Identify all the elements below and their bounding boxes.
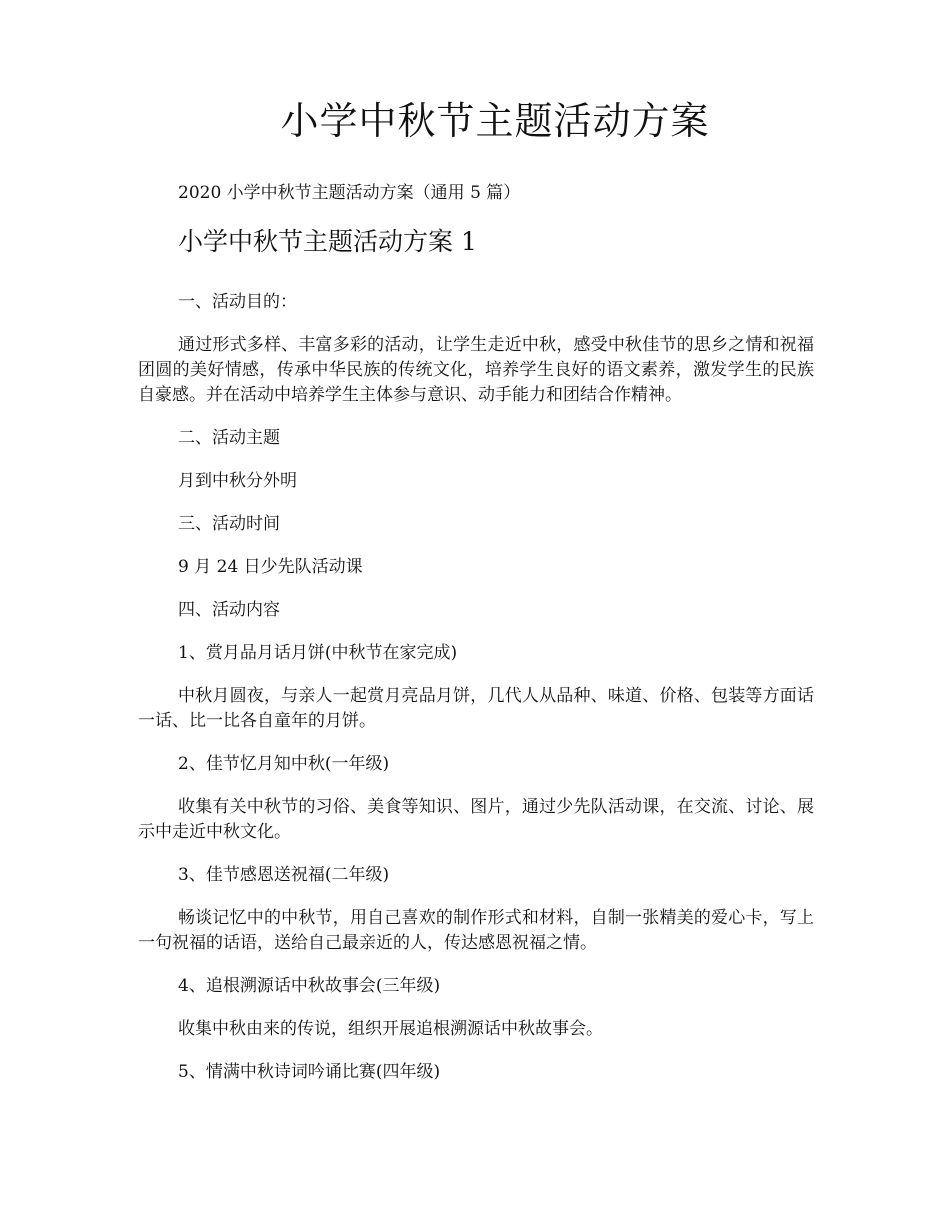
heading-theme: 二、活动主题 bbox=[178, 428, 280, 448]
heading-content: 四、活动内容 bbox=[178, 600, 280, 620]
spacer bbox=[138, 734, 814, 752]
page-title: 小学中秋节主题活动方案 bbox=[280, 99, 710, 143]
document-body bbox=[138, 181, 814, 1085]
heading-time: 三、活动时间 bbox=[178, 514, 280, 534]
spacer bbox=[138, 494, 814, 512]
spacer bbox=[138, 623, 814, 641]
item-heading-2: 2、佳节忆月知中秋(一年级) bbox=[178, 754, 390, 774]
section-heading: 小学中秋节主题活动方案 1 bbox=[178, 227, 477, 256]
item-heading-4: 4、追根溯源话中秋故事会(三年级) bbox=[178, 976, 441, 996]
item-paragraph-4: 收集中秋由来的传说，组织开展追根溯源话中秋故事会。 bbox=[178, 1019, 603, 1039]
spacer bbox=[138, 537, 814, 555]
item-heading-3: 3、佳节感恩送祝福(二年级) bbox=[178, 865, 390, 885]
item-heading-1: 1、赏月品月话月饼(中秋节在家完成) bbox=[178, 643, 458, 663]
spacer bbox=[138, 580, 814, 598]
item-heading-5: 5、情满中秋诗词吟诵比赛(四年级) bbox=[178, 1062, 441, 1082]
spacer bbox=[138, 206, 814, 224]
spacer bbox=[138, 408, 814, 426]
spacer bbox=[138, 999, 814, 1017]
spacer bbox=[138, 666, 814, 684]
spacer bbox=[138, 777, 814, 795]
heading-objective: 一、活动目的： bbox=[178, 292, 297, 312]
spacer bbox=[138, 1042, 814, 1060]
spacer bbox=[138, 956, 814, 974]
spacer bbox=[138, 315, 814, 333]
item-paragraph-1: 中秋月圆夜，与亲人一起赏月亮品月饼，几代人从品种、味道、价格、包装等方面话一话、比一比各自童年的月饼。 bbox=[138, 686, 814, 731]
subtitle: 2020 小学中秋节主题活动方案（通用 5 篇） bbox=[178, 183, 521, 203]
paragraph-objective: 通过形式多样、丰富多彩的活动，让学生走近中秋，感受中秋佳节的思乡之情和祝福团圆的美好情感，传承中华民族的传统文化，培养学生良好的语文素养，激发学生的民族自豪感。并在活动中培养学生主体参与意识、动手能力和团结合作精神。 bbox=[138, 335, 814, 405]
spacer bbox=[138, 845, 814, 863]
item-paragraph-3: 畅谈记忆中的中秋节，用自己喜欢的制作形式和材料，自制一张精美的爱心卡，写上一句祝福的话语，送给自己最亲近的人，传达感恩祝福之情。 bbox=[138, 908, 814, 953]
spacer bbox=[138, 888, 814, 906]
item-paragraph-2: 收集有关中秋节的习俗、美食等知识、图片，通过少先队活动课，在交流、讨论、展示中走近中秋文化。 bbox=[138, 797, 814, 842]
spacer bbox=[138, 451, 814, 469]
spacer bbox=[138, 260, 814, 290]
paragraph-theme: 月到中秋分外明 bbox=[178, 471, 297, 491]
paragraph-time: 9 月 24 日少先队活动课 bbox=[178, 557, 363, 577]
